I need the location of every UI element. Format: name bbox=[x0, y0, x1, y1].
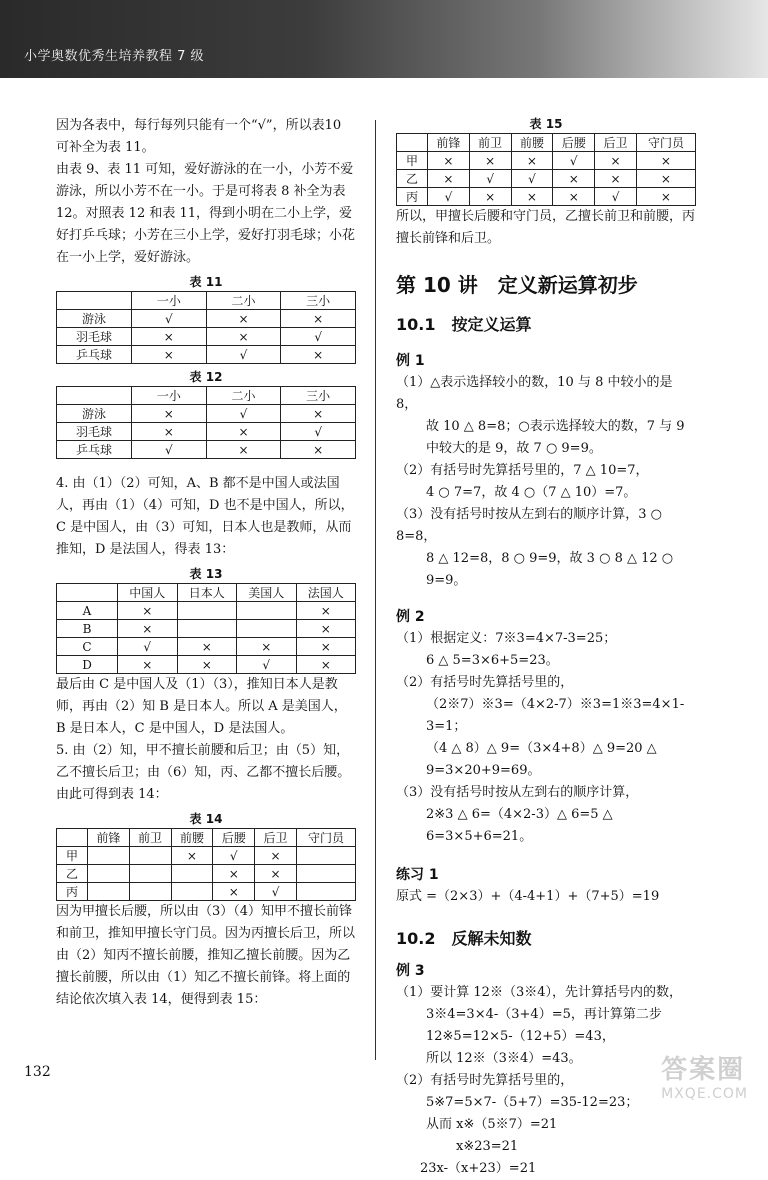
table-cell: √ bbox=[213, 847, 255, 865]
text-line: （1）要计算 12※（3※4），先计算括号内的数， bbox=[396, 985, 682, 1000]
table-cell bbox=[88, 847, 130, 865]
watermark-text: 答案圈 bbox=[661, 1055, 746, 1085]
table-cell bbox=[177, 602, 237, 620]
table-14 bbox=[56, 828, 356, 901]
table-cell: 乙 bbox=[57, 865, 88, 883]
table-cell: 前锋 bbox=[428, 134, 470, 152]
table-cell: × bbox=[595, 170, 637, 188]
table-row bbox=[57, 310, 356, 328]
table-cell: × bbox=[132, 423, 207, 441]
table-cell: × bbox=[255, 865, 297, 883]
text-line: 2※3 △ 6=（4×2-3）△ 6=5 △ 6=3×5+6=21。 bbox=[426, 807, 613, 844]
table-cell: 一小 bbox=[132, 387, 207, 405]
table-caption: 表 12 bbox=[189, 370, 223, 384]
text-line: （3）没有括号时按从左到右的顺序计算，3 ○ 8=8， bbox=[396, 507, 663, 544]
table-row bbox=[57, 423, 356, 441]
table-cell: 三小 bbox=[281, 387, 356, 405]
table-cell bbox=[237, 620, 297, 638]
example-heading: 例 3 bbox=[396, 963, 425, 979]
table-cell: 后卫 bbox=[255, 829, 297, 847]
table-row bbox=[57, 638, 356, 656]
table-cell bbox=[88, 883, 130, 901]
table-cell: × bbox=[636, 152, 695, 170]
table-cell: × bbox=[177, 656, 237, 674]
table-cell: × bbox=[296, 638, 356, 656]
table-cell: 二小 bbox=[206, 292, 281, 310]
table-row bbox=[57, 620, 356, 638]
table-row bbox=[57, 346, 356, 364]
table-cell: 丙 bbox=[57, 883, 88, 901]
table-row bbox=[57, 847, 356, 865]
table-cell: 法国人 bbox=[296, 584, 356, 602]
table-cell: A bbox=[57, 602, 118, 620]
table-row bbox=[57, 328, 356, 346]
table-cell: × bbox=[213, 883, 255, 901]
table-row bbox=[57, 865, 356, 883]
text-line: （2）有括号时先算括号里的， bbox=[396, 1073, 574, 1088]
table-cell: √ bbox=[428, 188, 470, 206]
table-cell: 前腰 bbox=[511, 134, 553, 152]
table-cell: 乒乓球 bbox=[57, 346, 132, 364]
table-cell bbox=[57, 292, 132, 310]
table-cell: × bbox=[296, 620, 356, 638]
table-cell bbox=[177, 620, 237, 638]
left-column bbox=[56, 115, 356, 1011]
table-cell bbox=[129, 865, 171, 883]
table-cell: × bbox=[206, 310, 281, 328]
text-line: （4 △ 8）△ 9=（3×4+8）△ 9=20 △ 9=3×20+9=69。 bbox=[426, 741, 657, 778]
table-row bbox=[57, 883, 356, 901]
table-cell bbox=[237, 602, 297, 620]
table-cell: 甲 bbox=[397, 152, 428, 170]
table-caption: 表 11 bbox=[189, 275, 223, 289]
table-cell: √ bbox=[132, 441, 207, 459]
text-line: 6 △ 5=3×6+5=23。 bbox=[426, 653, 559, 668]
table-cell: × bbox=[281, 405, 356, 423]
table-15 bbox=[396, 133, 696, 206]
example-heading: 例 1 bbox=[396, 353, 425, 369]
table-cell: √ bbox=[469, 170, 511, 188]
text-line: 4 ○ 7=7，故 4 ○（7 △ 10）=7。 bbox=[426, 485, 637, 500]
table-cell: × bbox=[636, 188, 695, 206]
practice-heading: 练习 1 bbox=[396, 867, 439, 883]
right-column bbox=[396, 115, 696, 1180]
table-cell: × bbox=[132, 405, 207, 423]
watermark-url: MXQE.COM bbox=[661, 1086, 748, 1102]
table-caption: 表 14 bbox=[189, 812, 223, 826]
table-cell: √ bbox=[237, 656, 297, 674]
table-row bbox=[397, 152, 696, 170]
text-line: 原式 =（2×3）+（4-4+1）+（7+5）=19 bbox=[396, 889, 660, 904]
table-cell bbox=[296, 883, 355, 901]
table-cell: × bbox=[296, 656, 356, 674]
watermark bbox=[661, 1049, 748, 1102]
table-cell: 守门员 bbox=[296, 829, 355, 847]
table-cell: 羽毛球 bbox=[57, 328, 132, 346]
table-cell: C bbox=[57, 638, 118, 656]
table-cell bbox=[57, 829, 88, 847]
table-cell: × bbox=[281, 346, 356, 364]
table-cell: × bbox=[132, 328, 207, 346]
table-row bbox=[57, 441, 356, 459]
table-cell: × bbox=[132, 346, 207, 364]
paragraph: 因为甲擅长后腰，所以由（3）（4）知甲不擅长前锋和前卫，推知甲擅长守门员。因为丙擅长后卫，所以由（2）知丙不擅长前腰，推知乙擅长前腰。因为乙擅长前腰，所以由（1）知乙不擅长前锋。将上面的结论依次填入表 14，便得到表 15： bbox=[56, 904, 356, 1007]
text-line: 3※4=3×4-（3+4）=5，再计算第二步 bbox=[426, 1007, 662, 1022]
table-caption: 表 15 bbox=[529, 117, 563, 131]
table-header-row bbox=[57, 584, 356, 602]
table-cell: 三小 bbox=[281, 292, 356, 310]
table-cell: √ bbox=[132, 310, 207, 328]
table-row bbox=[397, 188, 696, 206]
table-cell: 后腰 bbox=[553, 134, 595, 152]
text-line: 12※5=12×5-（12+5）=43， bbox=[426, 1029, 615, 1044]
table-cell: 后卫 bbox=[595, 134, 637, 152]
table-header-row bbox=[57, 292, 356, 310]
paragraph: 5. 由（2）知，甲不擅长前腰和后卫；由（5）知，乙不擅长后卫；由（6）知，丙、乙都不擅长后腰。由此可得到表 14： bbox=[56, 743, 351, 802]
text-line: 8 △ 12=8，8 ○ 9=9，故 3 ○ 8 △ 12 ○ 9=9。 bbox=[426, 551, 674, 588]
section-heading: 10.1 按定义运算 bbox=[396, 315, 532, 334]
table-cell: √ bbox=[206, 346, 281, 364]
table-cell: B bbox=[57, 620, 118, 638]
table-cell: × bbox=[595, 152, 637, 170]
lecture-title: 第 10 讲 定义新运算初步 bbox=[396, 273, 638, 297]
text-line: 中较大的是 9，故 7 ○ 9=9。 bbox=[426, 441, 602, 456]
table-cell bbox=[296, 865, 355, 883]
table-header-row bbox=[397, 134, 696, 152]
table-cell bbox=[171, 865, 213, 883]
table-cell: 前锋 bbox=[88, 829, 130, 847]
table-cell: √ bbox=[511, 170, 553, 188]
table-cell: × bbox=[511, 188, 553, 206]
example-heading: 例 2 bbox=[396, 609, 425, 625]
table-cell: × bbox=[206, 328, 281, 346]
table-cell: × bbox=[636, 170, 695, 188]
text-line: （1）△表示选择较小的数，10 与 8 中较小的是 8， bbox=[396, 375, 673, 412]
page-number: 132 bbox=[24, 1064, 51, 1080]
table-caption: 表 13 bbox=[189, 567, 223, 581]
table-cell bbox=[57, 387, 132, 405]
table-cell: 乒乓球 bbox=[57, 441, 132, 459]
table-cell bbox=[171, 883, 213, 901]
page-header bbox=[0, 0, 768, 78]
table-cell: 游泳 bbox=[57, 405, 132, 423]
table-cell: × bbox=[469, 152, 511, 170]
table-cell: 前卫 bbox=[129, 829, 171, 847]
table-cell: √ bbox=[281, 328, 356, 346]
table-cell: 日本人 bbox=[177, 584, 237, 602]
table-cell: √ bbox=[595, 188, 637, 206]
table-cell: × bbox=[171, 847, 213, 865]
table-cell bbox=[129, 847, 171, 865]
paragraph: 4. 由（1）（2）可知，A、B 都不是中国人或法国人，再由（1）（4）可知，D 也不是中国人，所以，C 是中国人，由（3）可知，日本人也是教师，从而推知，D 是法国人，得表 13： bbox=[56, 476, 354, 557]
table-cell: × bbox=[206, 441, 281, 459]
table-cell: 前腰 bbox=[171, 829, 213, 847]
table-cell: 二小 bbox=[206, 387, 281, 405]
section-heading: 10.2 反解未知数 bbox=[396, 929, 532, 948]
text-line: 从而 x※（5※7）=21 bbox=[426, 1117, 558, 1132]
table-cell: × bbox=[553, 170, 595, 188]
table-cell: D bbox=[57, 656, 118, 674]
text-line: （2）有括号时先算括号里的，7 △ 10=7， bbox=[396, 463, 649, 478]
paragraph: 因为各表中，每行每列只能有一个“√”，所以表10 可补全为表 11。 bbox=[56, 118, 342, 155]
table-cell: × bbox=[206, 423, 281, 441]
text-line: 23x-（x+23）=21 bbox=[420, 1161, 537, 1176]
table-cell: 美国人 bbox=[237, 584, 297, 602]
table-cell: √ bbox=[553, 152, 595, 170]
table-row bbox=[57, 602, 356, 620]
table-cell: × bbox=[469, 188, 511, 206]
table-cell: 后腰 bbox=[213, 829, 255, 847]
table-cell: × bbox=[428, 152, 470, 170]
table-header-row bbox=[57, 829, 356, 847]
table-cell: × bbox=[255, 847, 297, 865]
table-cell: 甲 bbox=[57, 847, 88, 865]
table-row bbox=[57, 656, 356, 674]
table-cell: × bbox=[281, 310, 356, 328]
text-line: 5※7=5×7-（5+7）=35-12=23； bbox=[426, 1095, 639, 1110]
table-cell: × bbox=[118, 656, 178, 674]
table-row bbox=[57, 405, 356, 423]
table-cell: × bbox=[281, 441, 356, 459]
table-cell: √ bbox=[118, 638, 178, 656]
table-cell: 中国人 bbox=[118, 584, 178, 602]
text-line: （3）没有括号时按从左到右的顺序计算， bbox=[396, 785, 639, 800]
text-line: （1）根据定义：7※3=4×7-3=25； bbox=[396, 631, 617, 646]
table-cell bbox=[57, 584, 118, 602]
table-cell: 丙 bbox=[397, 188, 428, 206]
table-cell: 羽毛球 bbox=[57, 423, 132, 441]
table-cell bbox=[88, 865, 130, 883]
table-cell: √ bbox=[255, 883, 297, 901]
table-11 bbox=[56, 291, 356, 364]
text-line: （2※7）※3=（4×2-7）※3=1※3=4×1-3=1； bbox=[426, 697, 685, 734]
table-cell: × bbox=[237, 638, 297, 656]
table-cell: × bbox=[118, 620, 178, 638]
column-divider bbox=[375, 120, 376, 1060]
table-cell: × bbox=[553, 188, 595, 206]
table-cell: × bbox=[213, 865, 255, 883]
paragraph: 由表 9、表 11 可知，爱好游泳的在一小，小芳不爱游泳，所以小芳不在一小。于是可将表 8 补全为表 12。对照表 12 和表 11，得到小明在二小上学，爱好打乒乓球；小芳在三小上学，爱好打羽毛球；小花在一小上学，爱好游泳。 bbox=[56, 162, 356, 265]
book-title: 小学奥数优秀生培养教程 7 级 bbox=[24, 49, 205, 64]
table-cell: × bbox=[511, 152, 553, 170]
table-cell: 守门员 bbox=[636, 134, 695, 152]
table-cell: 前卫 bbox=[469, 134, 511, 152]
paragraph: 最后由 C 是中国人及（1）（3），推知日本人是教师，再由（2）知 B 是日本人。所以 A 是美国人，B 是日本人，C 是中国人，D 是法国人。 bbox=[56, 677, 347, 736]
table-cell: × bbox=[428, 170, 470, 188]
table-cell: 一小 bbox=[132, 292, 207, 310]
table-12 bbox=[56, 386, 356, 459]
text-line: 所以 12※（3※4）=43。 bbox=[426, 1051, 582, 1066]
table-cell: 乙 bbox=[397, 170, 428, 188]
table-row bbox=[397, 170, 696, 188]
table-cell bbox=[397, 134, 428, 152]
table-cell: √ bbox=[281, 423, 356, 441]
text-line: x※23=21 bbox=[456, 1139, 519, 1154]
table-cell: √ bbox=[206, 405, 281, 423]
table-cell: × bbox=[118, 602, 178, 620]
table-header-row bbox=[57, 387, 356, 405]
table-cell: × bbox=[296, 602, 356, 620]
text-line: 故 10 △ 8=8；○表示选择较大的数，7 与 9 bbox=[426, 419, 685, 434]
table-cell: × bbox=[177, 638, 237, 656]
text-line: （2）有括号时先算括号里的， bbox=[396, 675, 574, 690]
table-cell: 游泳 bbox=[57, 310, 132, 328]
table-13 bbox=[56, 583, 356, 674]
paragraph: 所以，甲擅长后腰和守门员，乙擅长前卫和前腰，丙擅长前锋和后卫。 bbox=[396, 209, 696, 246]
table-cell bbox=[296, 847, 355, 865]
table-cell bbox=[129, 883, 171, 901]
